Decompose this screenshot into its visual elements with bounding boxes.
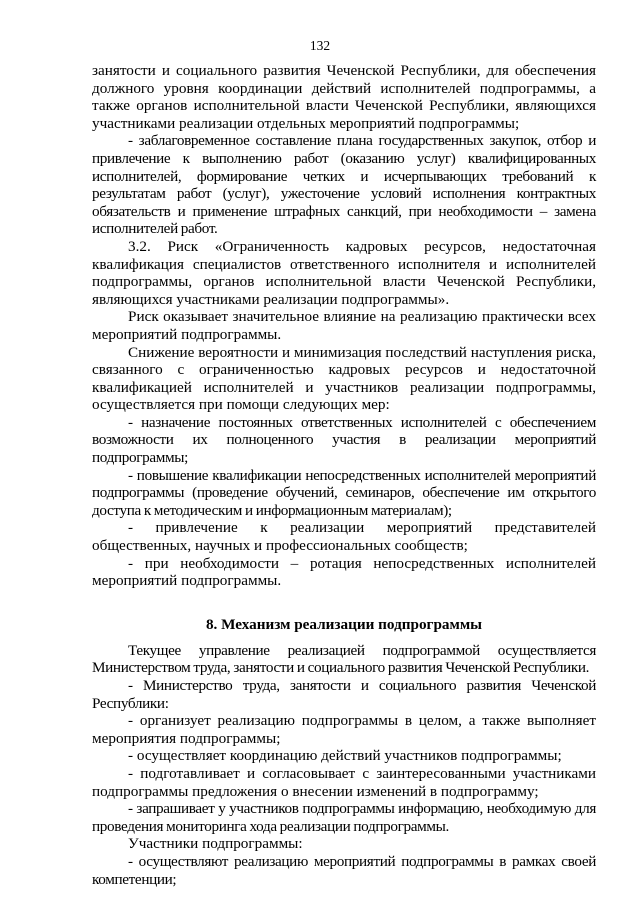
paragraph: Текущее управление реализацией подпрограммой осуществляется Министерством труда, занятости и социального развития Чеченской Республики. bbox=[92, 641, 596, 677]
paragraph: Участники подпрограммы: bbox=[128, 835, 303, 853]
page-number: 132 bbox=[309, 38, 331, 53]
paragraph: Снижение вероятности и минимизация последствий наступления риска, связанного с ограниченностью кадровых ресурсов и недостаточной квалификацией исполнителей и участников реализации подпрограммы, осуществляется при помощи следующих мер: bbox=[92, 343, 596, 414]
section-heading: 8. Механизм реализации подпрограммы bbox=[205, 615, 483, 633]
paragraphs-before-heading bbox=[92, 62, 596, 590]
paragraph: - повышение квалификации непосредственных исполнителей мероприятий подпрограммы (проведение обучений, семинаров, обеспечение им открытого доступа к методическим и информационным материалам); bbox=[92, 466, 596, 519]
paragraph: - привлечение к реализации мероприятий представителей общественных, научных и профессиональных сообществ; bbox=[92, 519, 596, 555]
paragraph: - Министерство труда, занятости и социального развития Чеченской Республики: bbox=[92, 677, 596, 712]
paragraph: - назначение постоянных ответственных исполнителей с обеспечением возможности их полноценного участия в реализации мероприятий подпрограммы; bbox=[92, 413, 596, 467]
paragraph: - подготавливает и согласовывает с заинтересованными участниками подпрограммы предложения о внесении изменений в подпрограмму; bbox=[92, 764, 596, 800]
paragraph: занятости и социального развития Чеченской Республики, для обеспечения должного уровня координации действий исполнителей подпрограммы, а также органов исполнительной власти Чеченской Республики, являющихся участниками реализации отдельных мероприятий подпрограммы; bbox=[92, 62, 596, 132]
paragraphs-after-heading bbox=[92, 642, 596, 888]
paragraph: - организует реализацию подпрограммы в целом, а также выполняет мероприятия подпрограммы; bbox=[92, 712, 596, 747]
paragraph: 3.2. Риск «Ограниченность кадровых ресурсов, недостаточная квалификация специалистов ответственного исполнителя и исполнителей подпрограммы, органов исполнительной власти Чеченской Республики, являющихся участниками реализации подпрограммы». bbox=[92, 237, 596, 308]
paragraph: - осуществляет координацию действий участников подпрограммы; bbox=[128, 747, 562, 765]
page-content bbox=[92, 62, 596, 888]
paragraph: - при необходимости – ротация непосредственных исполнителей мероприятий подпрограммы. bbox=[92, 554, 596, 590]
paragraph: - заблаговременное составление плана государственных закупок, отбор и привлечение к выполнению работ (оказанию услуг) квалифицированных исполнителей, формирование четких и исчерпывающих требований к результатам работ (услуг), ужесточение условий исполнения контрактных обязательств и применение штрафных санкций, при необходимости – замена исполнителей работ. bbox=[92, 132, 596, 238]
paragraph: Риск оказывает значительное влияние на реализацию практически всех мероприятий подпрограммы. bbox=[92, 308, 596, 343]
paragraph: - осуществляют реализацию мероприятий подпрограммы в рамках своей компетенции; bbox=[92, 852, 596, 888]
paragraph: - запрашивает у участников подпрограммы информацию, необходимую для проведения мониторинга хода реализации подпрограммы. bbox=[92, 800, 596, 835]
